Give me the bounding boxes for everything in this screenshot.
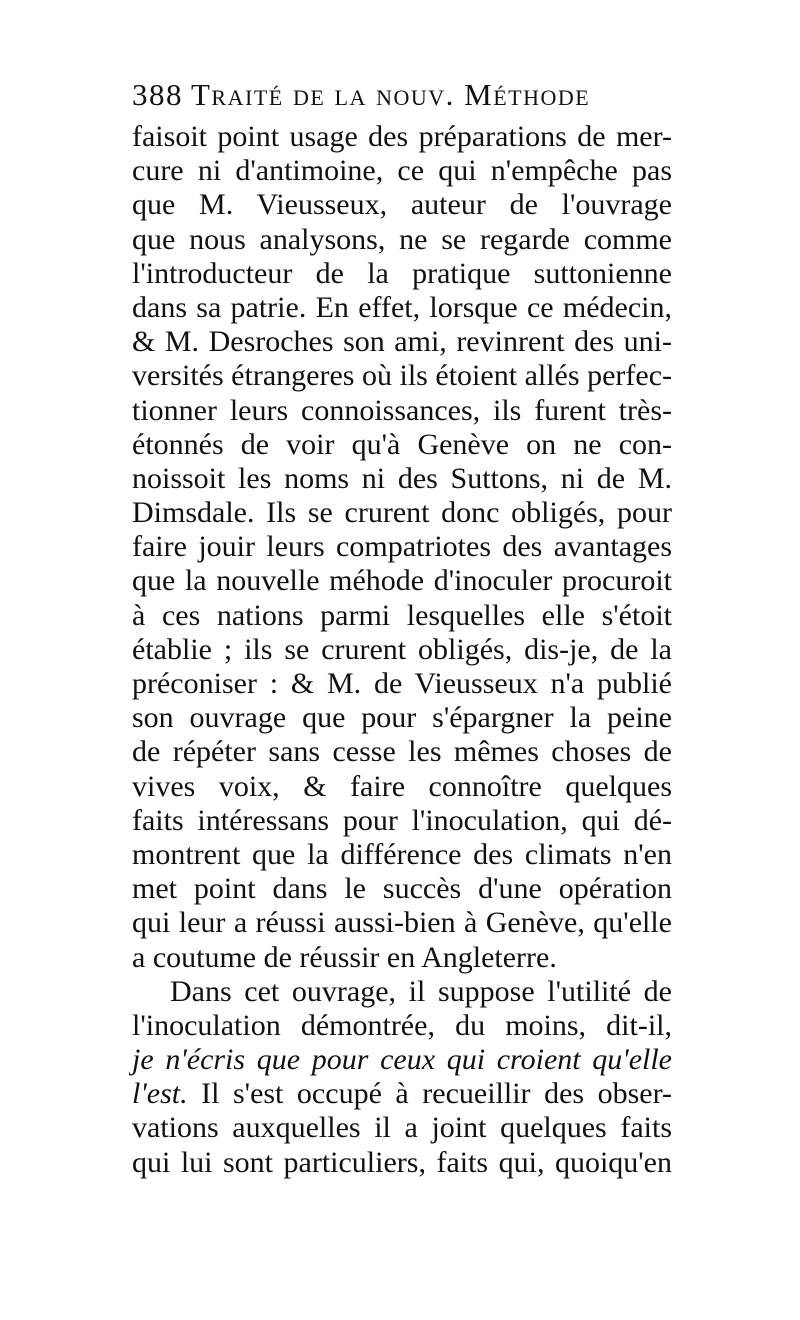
text-line: l'inoculation démontrée, du moins, dit-il, bbox=[132, 1008, 672, 1042]
text-line: dans sa patrie. En effet, lorsque ce médecin, bbox=[132, 290, 672, 324]
text-line: que la nouvelle méhode d'inoculer procuroit bbox=[132, 564, 672, 598]
page-number: 388 bbox=[132, 77, 183, 112]
page-header bbox=[132, 70, 672, 120]
text-line: & M. Desroches son ami, revinrent des uni- bbox=[132, 325, 672, 359]
text-line: faits intéressans pour l'inoculation, qui dé- bbox=[132, 803, 672, 837]
text-line: vives voix, & faire connoître quelques bbox=[132, 769, 672, 803]
paragraph-start-line: Dans cet ouvrage, il suppose l'utilité de bbox=[170, 974, 672, 1008]
text-line: préconiser : & M. de Vieusseux n'a publié bbox=[132, 667, 672, 700]
page-body-text bbox=[132, 120, 672, 1180]
text-line: l'introducteur de la pratique suttonienne bbox=[132, 256, 672, 290]
italic-quote: je n'écris que pour ceux qui croient qu'elle bbox=[132, 1043, 672, 1077]
text-line: versités étrangeres où ils étoient allés perfec- bbox=[132, 359, 672, 393]
text-line: étonnés de voir qu'à Genève on ne con- bbox=[132, 427, 672, 461]
text-line: son ouvrage que pour s'épargner la peine bbox=[132, 701, 672, 735]
paragraph-end-line: a coutume de réussir en Angleterre. bbox=[132, 940, 557, 974]
text-line: faire jouir leurs compatriotes des avantages bbox=[132, 530, 672, 564]
italic-quote-line bbox=[132, 1043, 672, 1077]
text-line: de répéter sans cesse les mêmes choses de bbox=[132, 735, 672, 769]
text-line: que M. Vieusseux, auteur de l'ouvrage bbox=[132, 188, 672, 222]
text-line-rest: Il s'est occupé à recueillir des obser- bbox=[187, 1077, 672, 1111]
text-line: à ces nations parmi lesquelles elle s'étoit bbox=[132, 598, 672, 632]
text-line: faisoit point usage des préparations de mer- bbox=[132, 120, 672, 153]
text-line: met point dans le succès d'une opération bbox=[132, 872, 672, 906]
text-line: cure ni d'antimoine, ce qui n'empêche pas bbox=[132, 154, 672, 188]
text-line: qui lui sont particuliers, faits qui, quoiqu'en bbox=[132, 1145, 672, 1179]
italic-quote-end: l'est. bbox=[132, 1077, 188, 1111]
text-line: Dimsdale. Ils se crurent donc obligés, pour bbox=[132, 496, 672, 530]
text-line: vations auxquelles il a joint quelques faits bbox=[132, 1111, 672, 1145]
text-line: que nous analysons, ne se regarde comme bbox=[132, 222, 672, 256]
text-line: montrent que la différence des climats n'en bbox=[132, 837, 672, 871]
text-line: noissoit les noms ni des Suttons, ni de M. bbox=[132, 461, 672, 495]
text-line: qui leur a réussi aussi-bien à Genève, qu'elle bbox=[132, 906, 672, 940]
running-title: Traité de la nouv. Méthode bbox=[191, 77, 591, 112]
text-line: tionner leurs connoissances, ils furent très- bbox=[132, 393, 672, 427]
text-line: établie ; ils se crurent obligés, dis-je, de la bbox=[132, 632, 672, 666]
text-line bbox=[132, 1077, 672, 1111]
